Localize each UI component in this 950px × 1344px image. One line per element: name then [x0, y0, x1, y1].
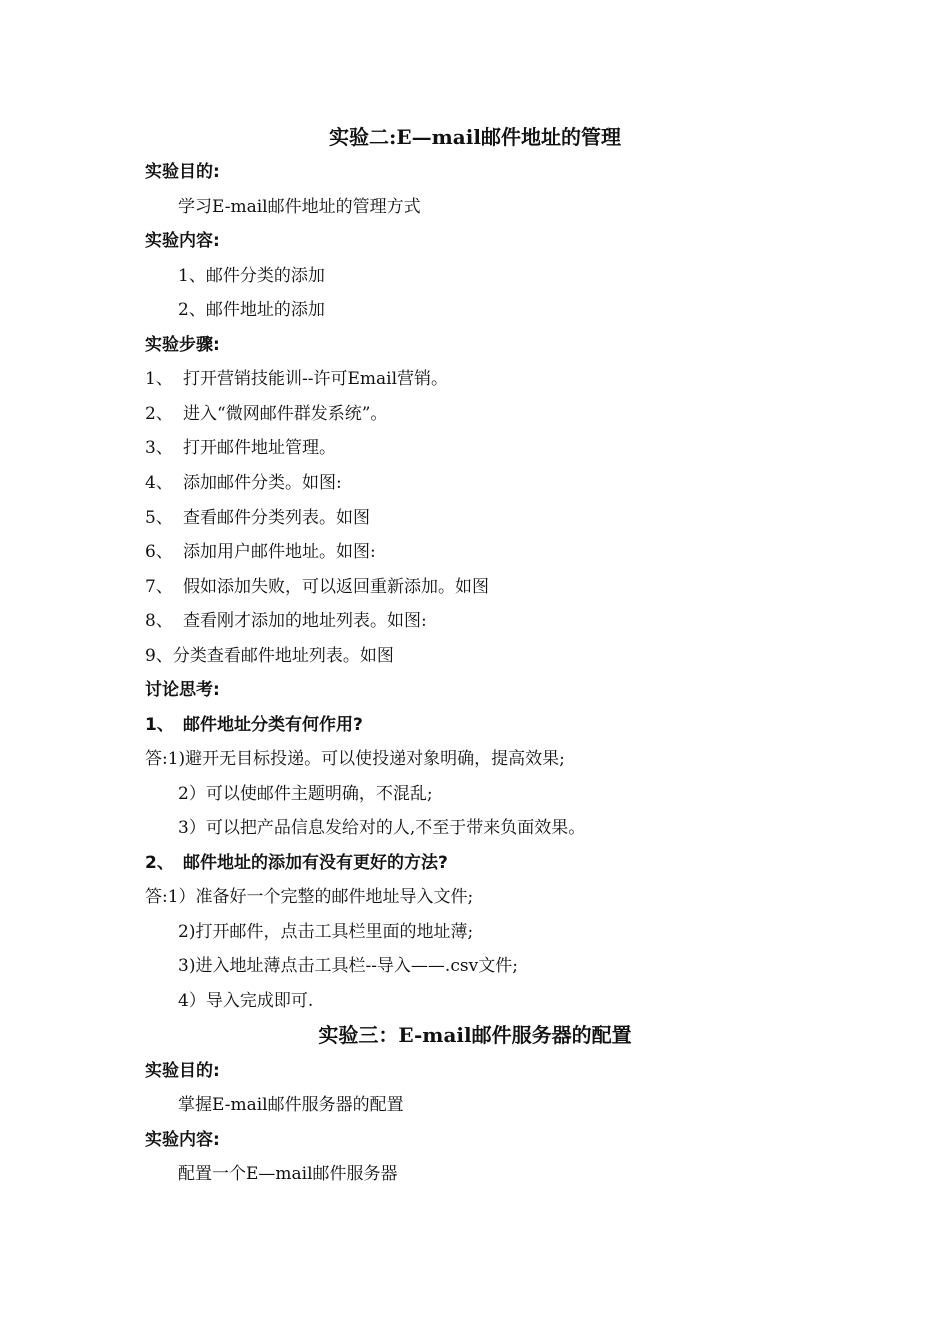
question-1 — [145, 708, 363, 742]
step-item — [145, 535, 376, 569]
step-item — [145, 501, 370, 535]
step-number: 1、 — [145, 369, 173, 389]
exp3-content-heading: 实验内容: — [145, 1130, 220, 1150]
experiment-2-title: 实验二:E—mail邮件地址的管理 — [329, 125, 621, 149]
step-item — [145, 431, 336, 465]
step-item — [145, 397, 387, 431]
step-text: 添加邮件分类。如图: — [183, 473, 342, 493]
step-number: 5、 — [145, 508, 173, 528]
step-number: 6、 — [145, 542, 173, 562]
exp2-purpose-heading: 实验目的: — [145, 162, 220, 182]
step-text: 打开邮件地址管理。 — [183, 438, 336, 458]
answer-2-line: 答:1）准备好一个完整的邮件地址导入文件; — [145, 887, 474, 907]
answer-2-line: 4）导入完成即可. — [178, 991, 314, 1011]
answer-1-line: 2）可以使邮件主题明确，不混乱; — [178, 784, 433, 804]
step-text: 进入“微网邮件群发系统”。 — [183, 404, 388, 424]
exp3-purpose-heading: 实验目的: — [145, 1061, 220, 1081]
step-number: 8、 — [145, 611, 173, 631]
experiment-3-title: 实验三：E-mail邮件服务器的配置 — [318, 1023, 632, 1047]
step-item — [145, 604, 427, 638]
question-text: 邮件地址分类有何作用? — [183, 715, 363, 735]
question-text: 邮件地址的添加有没有更好的方法? — [183, 853, 448, 873]
exp3-content-text: 配置一个E—mail邮件服务器 — [178, 1164, 398, 1184]
question-2 — [145, 846, 448, 880]
step-item — [145, 570, 489, 604]
exp2-content-item: 2、邮件地址的添加 — [178, 300, 325, 320]
answer-2-line: 2)打开邮件，点击工具栏里面的地址薄; — [178, 922, 474, 942]
step-number: 3、 — [145, 438, 173, 458]
exp2-purpose-text: 学习E-mail邮件地址的管理方式 — [178, 197, 421, 217]
step-text: 打开营销技能训--许可Email营销。 — [183, 369, 449, 389]
question-number: 1、 — [145, 715, 174, 735]
exp2-steps-heading: 实验步骤: — [145, 335, 220, 355]
answer-1-line: 3）可以把产品信息发给对的人,不至于带来负面效果。 — [178, 818, 586, 838]
answer-1-line: 答:1)避开无目标投递。可以使投递对象明确，提高效果; — [145, 749, 565, 769]
answer-2-line: 3)进入地址薄点击工具栏--导入——.csv文件; — [178, 956, 518, 976]
question-number: 2、 — [145, 853, 174, 873]
step-text: 查看邮件分类列表。如图 — [183, 508, 370, 528]
step-item: 9、分类查看邮件地址列表。如图 — [145, 646, 394, 666]
exp2-content-item: 1、邮件分类的添加 — [178, 266, 325, 286]
step-text: 假如添加失败，可以返回重新添加。如图 — [183, 577, 489, 597]
step-text: 添加用户邮件地址。如图: — [183, 542, 376, 562]
step-number: 4、 — [145, 473, 173, 493]
step-text: 查看刚才添加的地址列表。如图: — [183, 611, 427, 631]
step-item — [145, 466, 342, 500]
step-item — [145, 362, 448, 396]
step-number: 2、 — [145, 404, 173, 424]
exp3-purpose-text: 掌握E-mail邮件服务器的配置 — [178, 1095, 404, 1115]
step-number: 7、 — [145, 577, 173, 597]
exp2-content-heading: 实验内容: — [145, 231, 220, 251]
discussion-heading: 讨论思考: — [145, 680, 220, 700]
